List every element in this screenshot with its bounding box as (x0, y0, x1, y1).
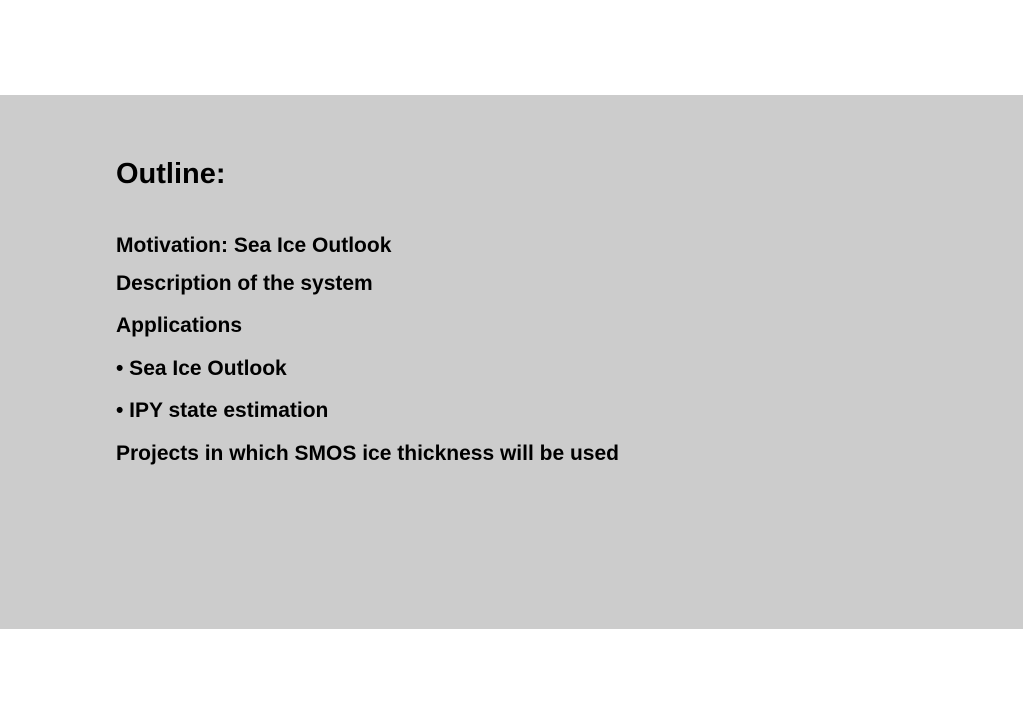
outline-subitem-sea-ice-outlook: • Sea Ice Outlook (116, 357, 287, 380)
slide-title: Outline: (116, 158, 226, 190)
slide-panel (0, 95, 1023, 629)
outline-item-motivation: Motivation: Sea Ice Outlook (116, 234, 392, 257)
outline-item-projects: Projects in which SMOS ice thickness will be used (116, 442, 619, 465)
outline-item-description: Description of the system (116, 272, 373, 295)
outline-item-applications: Applications (116, 314, 243, 337)
outline-subitem-ipy-state-estimation: • IPY state estimation (116, 399, 329, 422)
